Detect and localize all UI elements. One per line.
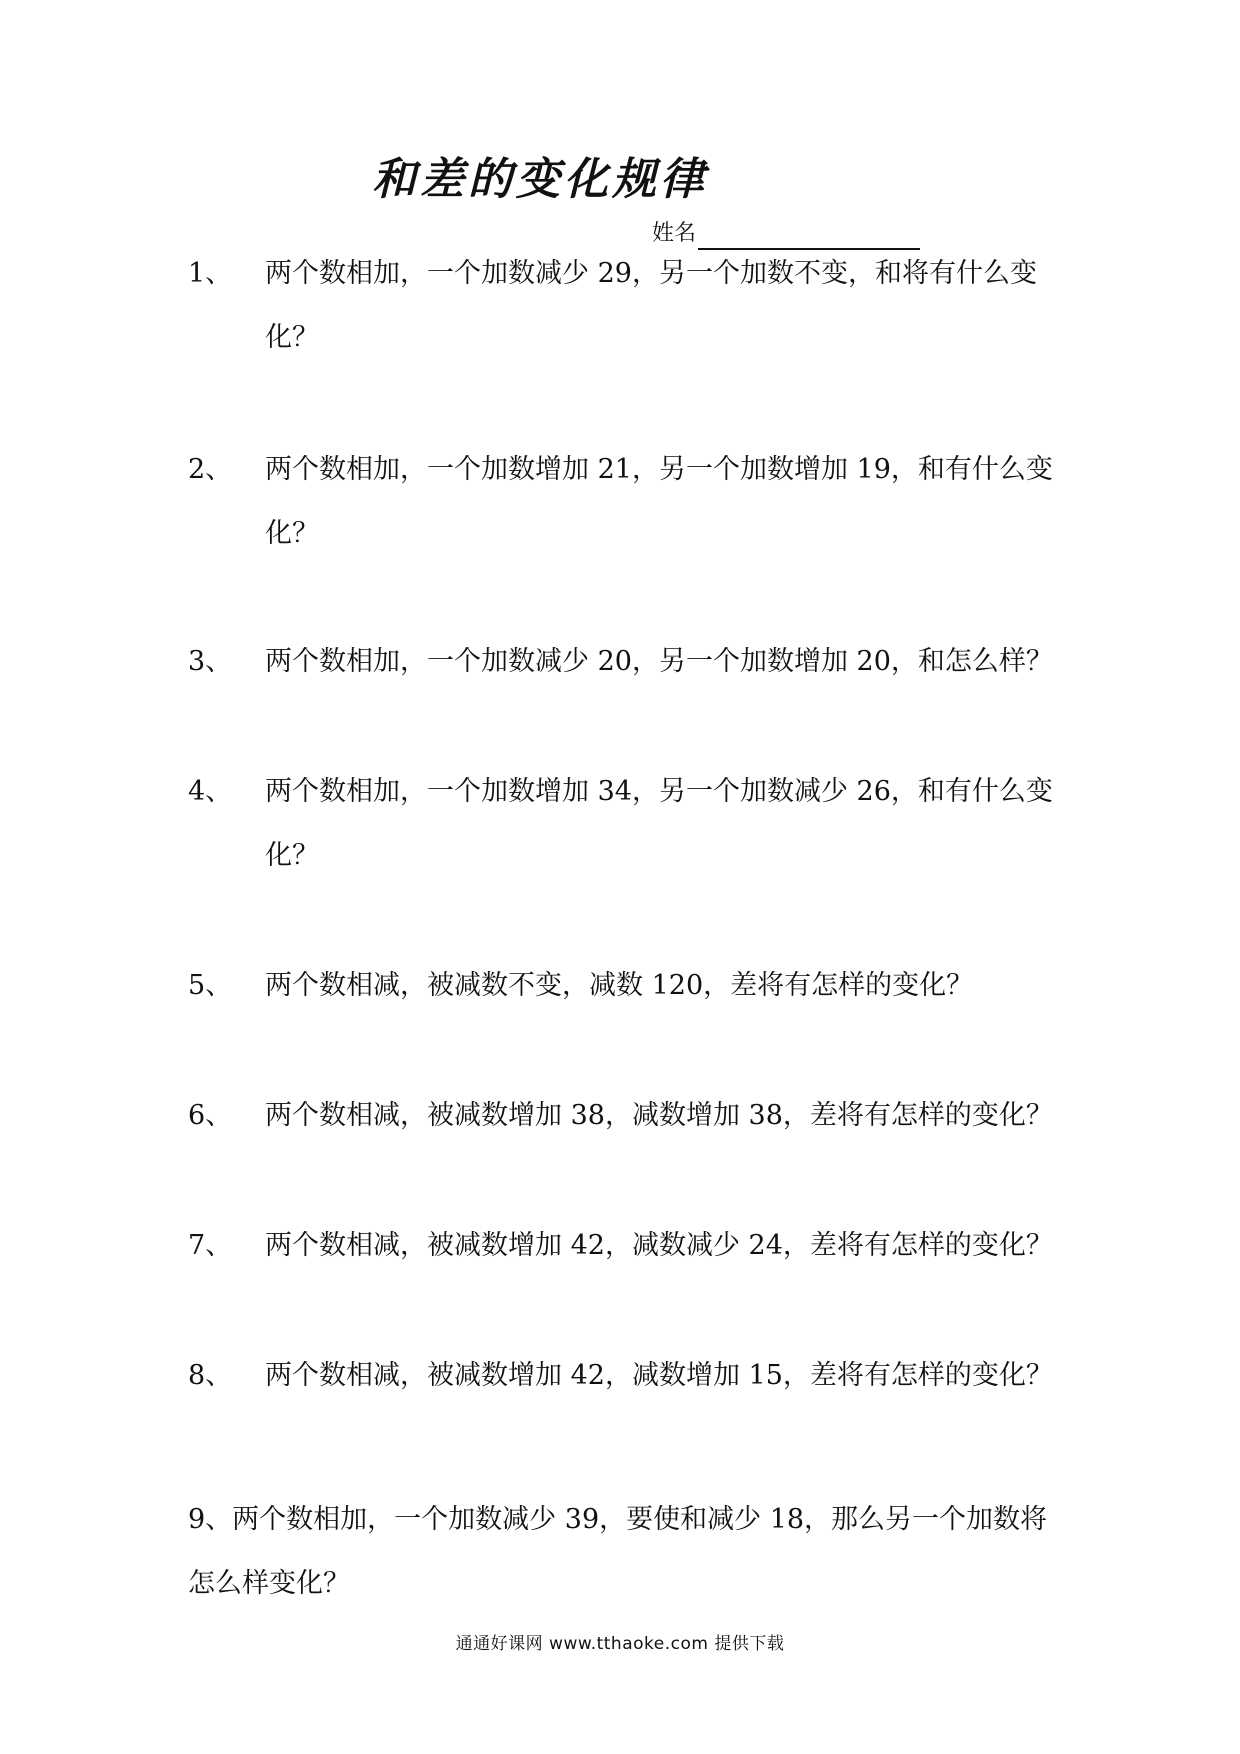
question-number: 1、 (188, 258, 233, 289)
question-text: 两个数相减，被减数增加 38，减数增加 38，差将有怎样的变化？ (265, 1100, 1053, 1131)
question-text: 两个数相加，一个加数增加 21，另一个加数增加 19，和有什么变化？ (265, 454, 1053, 549)
question-text: 两个数相加，一个加数减少 29，另一个加数不变，和将有什么变化？ (265, 258, 1037, 353)
question-8 (188, 1344, 1068, 1408)
question-number: 5、 (188, 970, 233, 1001)
question-5 (188, 954, 1068, 1018)
question-number: 3、 (188, 646, 233, 677)
question-1 (188, 242, 1068, 370)
question-6 (188, 1084, 1068, 1148)
question-text: 两个数相减，被减数增加 42，减数增加 15，差将有怎样的变化？ (265, 1360, 1053, 1391)
question-7 (188, 1214, 1068, 1278)
question-text: 两个数相减，被减数不变，减数 120，差将有怎样的变化？ (265, 970, 974, 1001)
question-number: 4、 (188, 776, 233, 807)
question-9: 9、两个数相加，一个加数减少 39，要使和减少 18，那么另一个加数将怎么样变化？ (188, 1504, 1048, 1599)
question-text: 两个数相减，被减数增加 42，减数减少 24，差将有怎样的变化？ (265, 1230, 1053, 1261)
question-number: 7、 (188, 1230, 233, 1261)
question-3 (188, 630, 1068, 694)
question-number: 8、 (188, 1360, 233, 1391)
question-text: 两个数相加，一个加数增加 34，另一个加数减少 26，和有什么变化？ (265, 776, 1053, 871)
question-number: 6、 (188, 1100, 233, 1131)
question-number: 2、 (188, 454, 233, 485)
question-text: 两个数相加，一个加数减少 20，另一个加数增加 20，和怎么样？ (265, 646, 1053, 677)
footer-download-note: 通通好课网 www.tthaoke.com 提供下载 (455, 1634, 785, 1654)
question-4 (188, 760, 1068, 888)
question-2 (188, 438, 1068, 566)
worksheet-title: 和差的变化规律 (372, 154, 708, 205)
name-label: 姓名 (652, 221, 697, 246)
